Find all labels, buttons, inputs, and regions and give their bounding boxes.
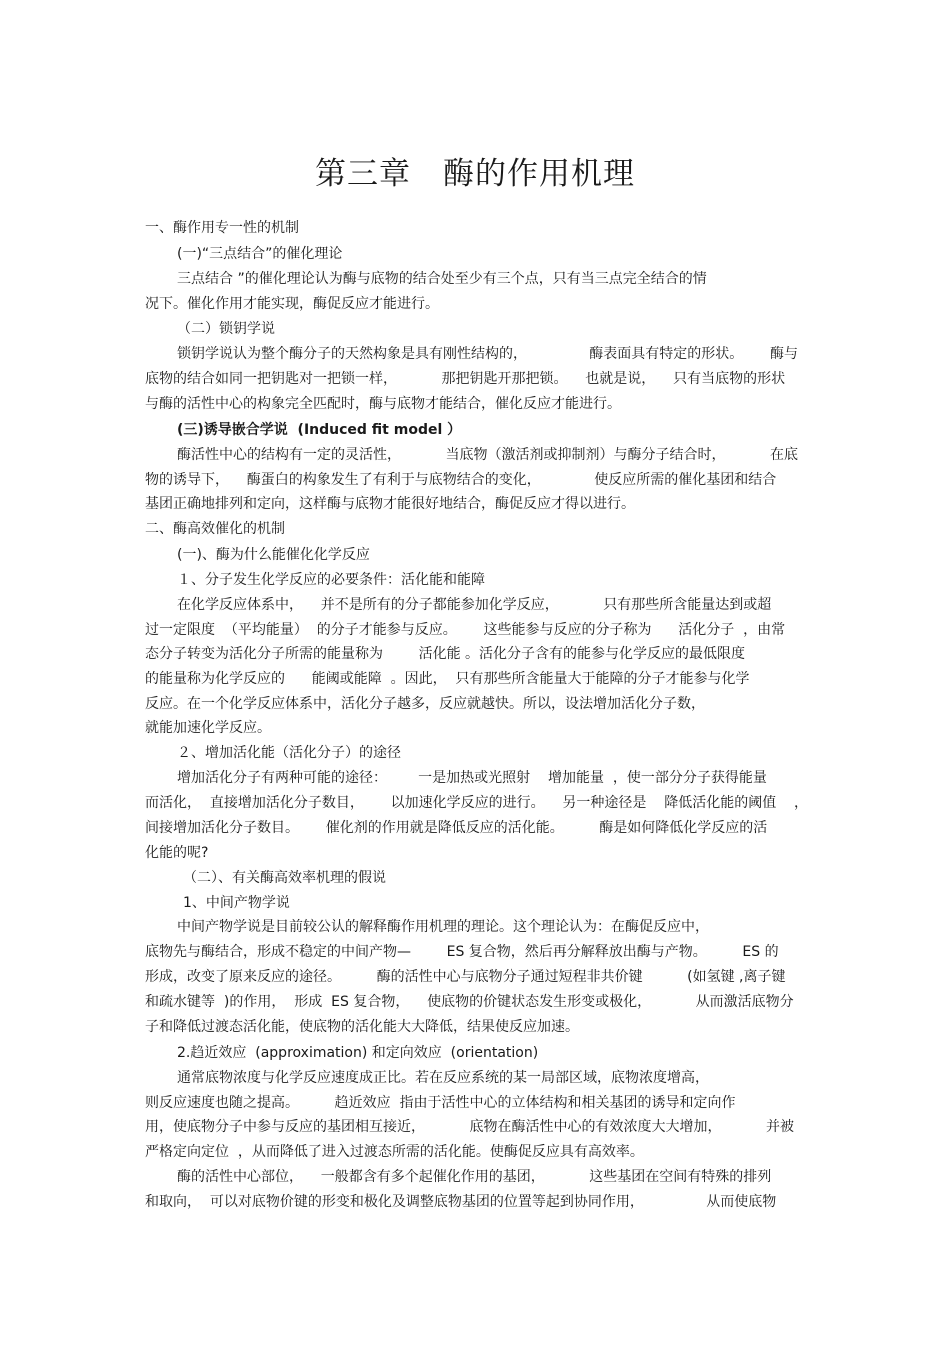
paragraph-line: 底物的结合如同一把钥匙对一把锁一样， 那把钥匙开那把锁。 也就是说， 只有当底物的形状 (145, 371, 786, 387)
paragraph-line: 就能加速化学反应。 (145, 720, 271, 736)
chapter-title: 第三章 酶的作用机理 (315, 156, 635, 192)
paragraph-line: 和疏水键等 )的作用， 形成 ES 复合物， 使底物的价键状态发生形变或极化， 从而激活底物分 (145, 994, 794, 1010)
paragraph-line: 用，使底物分子中参与反应的基团相互接近， 底物在酶活性中心的有效浓度大大增加， 并被 (145, 1119, 795, 1135)
subheading-1-1: (一)“三点结合”的催化理论 (177, 246, 343, 262)
paragraph-line: 基团正确地排列和定向，这样酶与底物才能很好地结合，酶促反应才得以进行。 (145, 496, 635, 512)
paragraph-line: 底物先与酶结合，形成不稳定的中间产物— ES 复合物，然后再分解释放出酶与产物。 ES 的 (145, 944, 779, 960)
subheading-2-2-2: 2.趋近效应 (approximation) 和定向效应 (orientation) (177, 1045, 539, 1061)
paragraph-line: 三点结合 ”的催化理论认为酶与底物的结合处至少有三个点，只有当三点完全结合的情 (177, 271, 707, 287)
paragraph-line: 酶的活性中心部位， 一般都含有多个起催化作用的基团， 这些基团在空间有特殊的排列 (177, 1169, 772, 1185)
paragraph-line: 和取向， 可以对底物价键的形变和极化及调整底物基团的位置等起到协同作用， 从而使底物 (145, 1194, 777, 1210)
paragraph-line: 通常底物浓度与化学反应速度成正比。若在反应系统的某一局部区域，底物浓度增高， (177, 1070, 709, 1086)
paragraph-line: 况下。催化作用才能实现，酶促反应才能进行。 (145, 296, 439, 312)
paragraph-line: 子和降低过渡态活化能，使底物的活化能大大降低，结果使反应加速。 (145, 1019, 579, 1035)
paragraph-line: 过一定限度 （平均能量） 的分子才能参与反应。 这些能参与反应的分子称为 活化分子 ，由常 (145, 622, 786, 638)
subheading-1-3: (三)诱导嵌合学说 (Induced fit model ） (177, 422, 462, 438)
subheading-2-1-1: １、分子发生化学反应的必要条件：活化能和能障 (177, 572, 485, 588)
heading-2: 二、酶高效催化的机制 (145, 521, 285, 537)
paragraph-line: 锁钥学说认为整个酶分子的天然构象是具有刚性结构的， 酶表面具有特定的形状。 酶与 (177, 346, 799, 362)
paragraph-line: 形成，改变了原来反应的途径。 酶的活性中心与底物分子通过短程非共价键 (如氢键 ,离子键 (145, 969, 786, 985)
paragraph-line: 则反应速度也随之提高。 趋近效应 指由于活性中心的立体结构和相关基团的诱导和定向作 (145, 1095, 736, 1111)
paragraph-line: 严格定向定位 ，从而降低了进入过渡态所需的活化能。使酶促反应具有高效率。 (145, 1144, 644, 1160)
paragraph-line: 态分子转变为活化分子所需的能量称为 活化能 。活化分子含有的能参与化学反应的最低限度 (145, 646, 746, 662)
paragraph-line: 间接增加活化分子数目。 催化剂的作用就是降低反应的活化能。 酶是如何降低化学反应的活 (145, 820, 768, 836)
paragraph-line: 的能量称为化学反应的 能阈或能障 。因此， 只有那些所含能量大于能障的分子才能参与化学 (145, 671, 750, 687)
paragraph-line: 增加活化分子有两种可能的途径： 一是加热或光照射 增加能量 ，使一部分分子获得能量 (177, 770, 767, 786)
paragraph-line: 在化学反应体系中， 并不是所有的分子都能参加化学反应， 只有那些所含能量达到或超 (177, 597, 772, 613)
paragraph-line: 化能的呢? (145, 845, 209, 861)
subheading-2-2: （二）、有关酶高效率机理的假说 (183, 870, 386, 886)
paragraph-line: 酶活性中心的结构有一定的灵活性， 当底物（激活剂或抑制剂）与酶分子结合时， 在底 (177, 447, 799, 463)
subheading-1-2: （二）锁钥学说 (177, 321, 275, 337)
paragraph-line: 中间产物学说是目前较公认的解释酶作用机理的理论。这个理论认为：在酶促反应中， (177, 919, 709, 935)
subheading-2-1-2: ２、增加活化能（活化分子）的途径 (177, 745, 401, 761)
subheading-2-1: (一)、酶为什么能催化化学反应 (177, 547, 370, 563)
paragraph-line: 物的诱导下， 酶蛋白的构象发生了有利于与底物结合的变化， 使反应所需的催化基团和结合 (145, 472, 777, 488)
paragraph-line: 而活化， 直接增加活化分子数目， 以加速化学反应的进行。 另一种途径是 降低活化能的阈值 ， (145, 795, 809, 811)
paragraph-line: 反应。在一个化学反应体系中，活化分子越多，反应就越快。所以，设法增加活化分子数， (145, 696, 705, 712)
subheading-2-2-1: 1、中间产物学说 (183, 895, 290, 911)
paragraph-line: 与酶的活性中心的构象完全匹配时，酶与底物才能结合，催化反应才能进行。 (145, 396, 621, 412)
heading-1: 一、酶作用专一性的机制 (145, 220, 299, 236)
